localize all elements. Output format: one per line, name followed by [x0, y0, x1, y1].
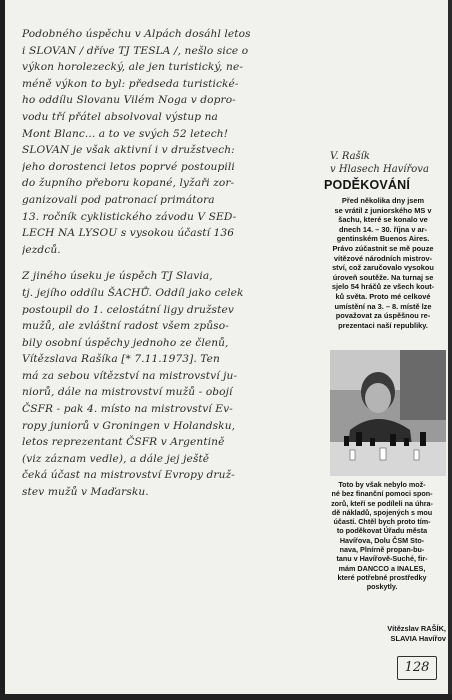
handwritten-line: SLOVAN je však aktivní i v družstvech:	[22, 144, 235, 157]
clipping-line: šachu, které se konalo ve	[338, 215, 428, 225]
handwritten-line: ganizovali pod patronací primátora	[22, 193, 215, 206]
photo-caption-line: né bez finanční pomoci spon-	[331, 489, 433, 499]
handwritten-line: mužů, ale zvláštní radost všem způso-	[22, 320, 229, 333]
photo-caption-line: Havířova, Dolu ČSM Sto-	[339, 535, 425, 545]
clipping-line: považovat za úspěšnou re-	[335, 311, 431, 321]
caption-line: v Hlasech Havířova	[330, 164, 429, 175]
handwritten-line: postoupil do 1. celostátní ligy družstev	[22, 303, 234, 316]
clipping-line: se vrátil z juniorského MS v	[334, 205, 432, 215]
handwritten-line: Podobného úspěchu v Alpách dosáhl letos	[22, 28, 251, 40]
paragraph-gap	[22, 258, 334, 268]
scan-edge-left	[0, 0, 5, 700]
handwritten-line: Z jiného úseku je úspěch TJ Slavia,	[22, 270, 213, 283]
page-number: 128	[397, 656, 437, 680]
handwritten-line: méně výkon to byl: předseda turistické-	[22, 77, 239, 90]
photo-caption-line: mám DANCCO a INALES,	[338, 563, 426, 573]
handwritten-line: i SLOVAN / dříve TJ TESLA /, nešlo sice o	[22, 44, 249, 57]
handwritten-line: ropy juniorů v Groningen v Holandsku,	[22, 419, 236, 432]
clipping-line: Právo zúčastnit se mě pouze	[332, 243, 434, 253]
handwritten-line: stev mužů v Maďarsku.	[22, 486, 149, 499]
handwritten-line: 13. ročník cyklistického závodu V SED-	[22, 210, 237, 223]
chess-player-photo	[330, 350, 446, 476]
handwritten-line: má za sebou vítězství na mistrovství ju-	[22, 369, 238, 382]
photo-caption-line: poskytly.	[366, 582, 398, 592]
clipping-line: prezentaci naší republiky.	[338, 320, 428, 330]
photo-caption-line: nava, Plnírně propan-bu-	[339, 545, 425, 555]
clipping-line: umístění na 3. – 8. místě lze	[334, 301, 432, 311]
caption-line: V. Rašík	[330, 151, 370, 162]
photo-caption-line: účastí. Chtěl bych proto tím-	[333, 517, 431, 527]
scan-edge-bottom	[0, 694, 452, 700]
photo-caption-line: které potřebné prostředky	[337, 572, 427, 582]
handwritten-line: Vítězslava Rašíka [* 7.11.1973]. Ten	[22, 353, 220, 366]
handwritten-line: ho oddílu Slovanu Vilém Noga v dopro-	[22, 94, 236, 107]
clipping-body	[322, 196, 444, 330]
handwritten-line: LECH NA LYSOU s vysokou účastí 136	[22, 227, 235, 240]
handwritten-line: letos reprezentant ČSFR v Argentině	[22, 436, 225, 449]
clipping-source-caption	[330, 150, 445, 176]
handwritten-line: výkon horolezecký, ale jen turistický, ne-	[22, 61, 244, 74]
handwritten-line: jeho dorostenci letos poprvé postoupili	[22, 160, 235, 173]
clipping-line: ství, což zaručovalo vysokou	[332, 263, 434, 273]
clipping-line: ků světa. Proto mé celkové	[335, 291, 431, 301]
signature-line: Vítězslav RAŠÍK,	[387, 624, 446, 633]
handwritten-text	[22, 26, 334, 501]
signature-line: SLAVIA Havířov	[390, 633, 446, 643]
newspaper-clipping	[322, 178, 444, 330]
photo-caption-line: dě nákladů, spojených s mou	[331, 507, 433, 517]
photo-caption-line: Toto by však nebylo mož-	[338, 480, 426, 489]
scan-edge-right	[448, 0, 452, 700]
handwritten-line: bily osobní úspěchy jednoho ze členů,	[22, 336, 229, 349]
clipping-line: dnech 14. – 30. října v ar-	[339, 224, 427, 234]
handwritten-line: vodu tří přátel absolvoval výstup na	[22, 110, 218, 123]
clipping-line: sjelo 54 hráčů ze všech kout-	[331, 282, 435, 292]
photo-caption-text	[318, 480, 446, 592]
handwritten-line: do župního přeboru kopané, lyžaři zor-	[22, 177, 235, 190]
handwritten-line: jezdců.	[22, 243, 61, 256]
clipping-signature	[330, 624, 446, 643]
clipping-line: gentinském Buenos Aires.	[336, 234, 430, 244]
handwritten-line: tj. jejího oddílu ŠACHŮ. Oddíl jako celek	[22, 286, 244, 299]
photo-caption-line: zorů, kteří se podíleli na úhra-	[331, 498, 433, 508]
clipping-line: úroveň soutěže. Na turnaj se	[332, 272, 434, 282]
clipping-line: vítězové národních mistrov-	[333, 253, 433, 263]
photo-caption-line: to poděkovat Úřadu města	[336, 526, 428, 536]
handwritten-line: čeká účast na mistrovství Evropy druž-	[22, 469, 235, 482]
clipping-heading: PODĚKOVÁNÍ	[324, 178, 411, 192]
handwritten-line: (viz záznam vedle), a dále jej ještě	[22, 452, 210, 465]
photo-caption-line: tanu v Havířově-Suché, fir-	[336, 554, 428, 564]
clipping-line: Před několika dny jsem	[341, 196, 425, 205]
handwritten-line: niorů, dále na mistrovství mužů - obojí	[22, 386, 233, 399]
handwritten-line: Mont Blanc... a to ve svých 52 letech!	[22, 127, 229, 140]
handwritten-line: ČSFR - pak 4. místo na mistrovství Ev-	[22, 403, 233, 416]
